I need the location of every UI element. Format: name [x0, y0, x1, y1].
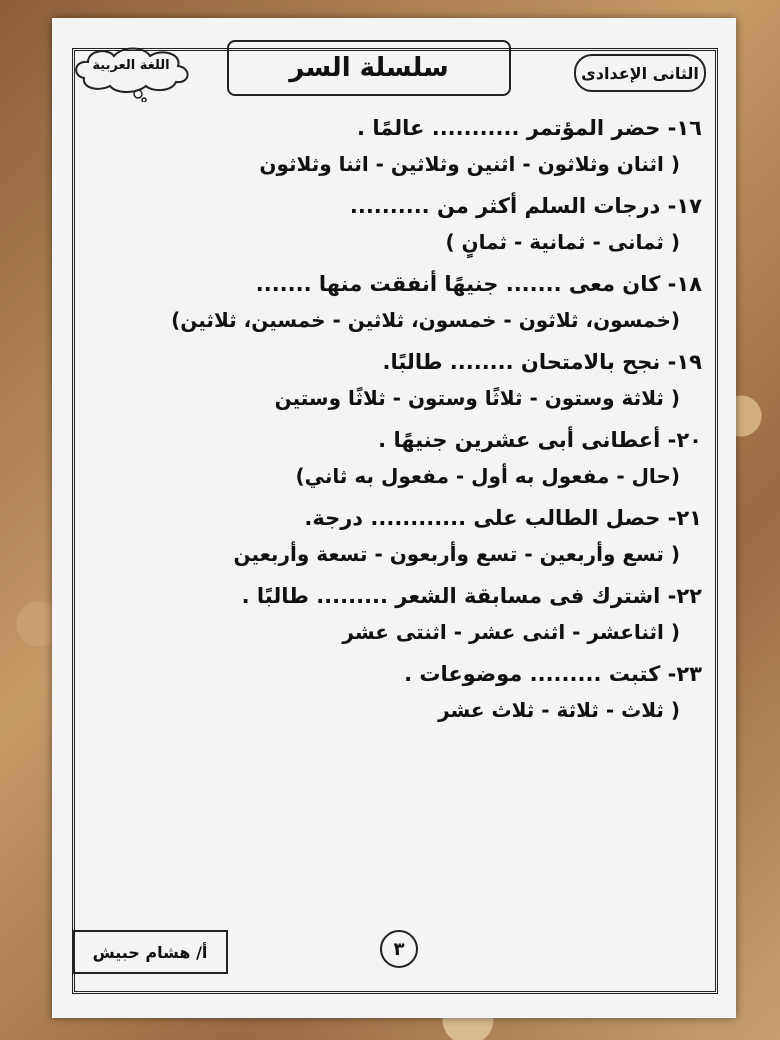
question-options: (خمسون، ثلاثون - خمسون، ثلاثين - خمسين، ثلاثين) [171, 308, 680, 332]
subject-thought-bubble [72, 42, 202, 96]
question-item [72, 656, 702, 728]
question-item [72, 188, 702, 260]
question-options: ( ثلاث - ثلاثة - ثلاث عشر [438, 698, 680, 722]
question-options: ( ثلاثة وستون - ثلاثًا وستون - ثلاثًا وستين [274, 386, 680, 410]
question-item [72, 344, 702, 416]
question-item [72, 110, 702, 182]
question-text: ١٩- نجح بالامتحان ........ طالبًا. [382, 350, 702, 374]
grade-label: الثانى الإعدادى [574, 54, 706, 92]
question-text: ١٨- كان معى ....... جنيهًا أنفقت منها ....... [255, 272, 702, 296]
question-options: ( تسع وأربعين - تسع وأربعون - تسعة وأربعين [233, 542, 680, 566]
series-title: سلسلة السر [227, 40, 511, 96]
question-item [72, 422, 702, 494]
worksheet-page [52, 18, 736, 1018]
page-number: ٣ [380, 930, 418, 968]
questions-list [72, 110, 702, 930]
question-text: ٢٣- كتبت ......... موضوعات . [404, 662, 702, 686]
question-text: ٢٠- أعطانى أبى عشرين جنيهًا . [378, 428, 702, 452]
subject-label: اللغة العربية [92, 58, 170, 73]
question-item [72, 578, 702, 650]
question-item [72, 266, 702, 338]
author-box: أ/ هشام حبيش [72, 930, 228, 974]
question-options: ( اثناعشر - اثنى عشر - اثنتى عشر [342, 620, 680, 644]
question-text: ٢٢- اشترك فى مسابقة الشعر ......... طالبًا . [241, 584, 702, 608]
question-text: ١٧- درجات السلم أكثر من .......... [349, 194, 702, 218]
question-text: ١٦- حضر المؤتمر ........... عالمًا . [357, 116, 702, 140]
question-text: ٢١- حصل الطالب على ............ درجة. [304, 506, 702, 530]
question-options: ( اثنان وثلاثون - اثنين وثلاثين - اثنا وثلاثون [259, 152, 680, 176]
question-options: (حال - مفعول به أول - مفعول به ثاني) [295, 464, 680, 488]
question-options: ( ثمانى - ثمانية - ثمانٍ ) [445, 230, 680, 254]
question-item [72, 500, 702, 572]
